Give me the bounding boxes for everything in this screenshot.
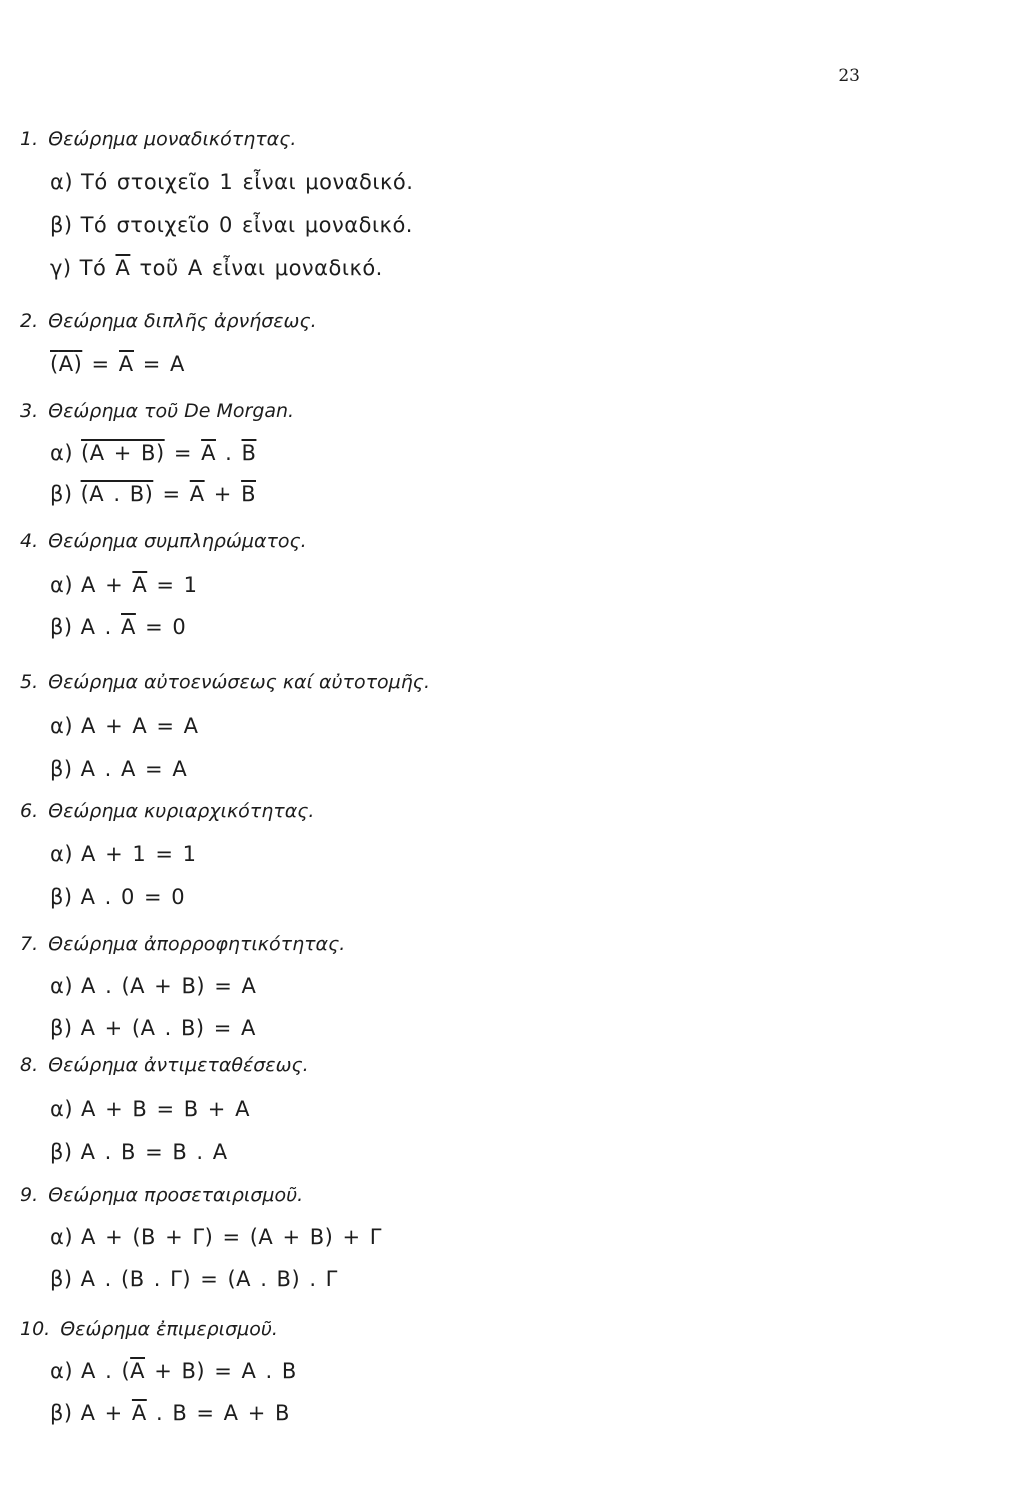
theorem-6-line-a (50, 842, 197, 866)
line-post: = 0 (135, 615, 187, 639)
line-op: + (204, 482, 242, 506)
line-label: β) (50, 1016, 73, 1040)
line-text: Τό στοιχεῖο 0 εἶναι μοναδικό. (80, 213, 413, 237)
line-pre: Α . (80, 615, 122, 639)
line-text: Α . 0 = 0 (80, 885, 186, 909)
theorem-heading: Θεώρημα συμπληρώματος. (48, 530, 307, 552)
theorem-number: 10. (20, 1318, 51, 1340)
line-mid: = (82, 352, 119, 376)
theorem-9-title (20, 1184, 303, 1206)
line-post: = Α (133, 352, 185, 376)
overlined-group: (Α) (50, 352, 83, 376)
theorem-7-line-a (50, 974, 256, 998)
overlined-symbol: $\overline{A}$ (115, 256, 131, 280)
theorem-number: 5. (20, 671, 39, 693)
line-post: = 1 (147, 573, 198, 597)
line-op: . (215, 441, 242, 465)
theorem-number: 1. (20, 128, 39, 150)
line-text: Α . Β = Β . Α (80, 1140, 228, 1164)
theorem-10-title (20, 1318, 278, 1340)
line-label: α) (50, 842, 74, 866)
overlined-symbol: $\overline{B}$ (241, 441, 257, 465)
theorem-7-line-b (50, 1016, 256, 1040)
theorem-4-line-a (50, 573, 198, 597)
theorem-6-line-b (50, 885, 185, 909)
line-text: Α . (Α + Β) = Α (81, 974, 257, 998)
theorem-heading: Θεώρημα διπλῆς ἀρνήσεως. (48, 310, 317, 332)
theorem-heading: Θεώρημα αὐτοενώσεως καί αὐτοτομῆς. (48, 671, 430, 693)
line-label: α) (50, 573, 74, 597)
theorem-9-line-a (50, 1225, 382, 1249)
line-label: β) (50, 1267, 73, 1291)
line-label: α) (50, 170, 74, 194)
overlined-symbol: $\overline{A}$ (189, 482, 205, 506)
theorem-number: 4. (20, 530, 39, 552)
theorem-4-line-b (50, 615, 186, 639)
line-label: γ) (50, 256, 72, 280)
theorem-heading: Θεώρημα ἀντιμεταθέσεως. (48, 1054, 309, 1076)
overlined-symbol: $\overline{A}$ (201, 441, 216, 465)
theorem-3-line-a (50, 441, 256, 465)
theorem-6-title (20, 800, 314, 822)
line-label: β) (50, 885, 73, 909)
line-text: Α + Α = Α (81, 714, 199, 738)
theorem-1-title (20, 128, 296, 150)
line-text: Α + (Α . Β) = Α (80, 1016, 256, 1040)
line-pre: Α + (81, 573, 133, 597)
line-text: Α . (Β . Γ) = (Α . Β) . Γ (80, 1267, 338, 1291)
theorem-number: 9. (20, 1184, 39, 1206)
double-overlined-symbol: Α (118, 352, 134, 376)
theorem-number: 8. (20, 1054, 39, 1076)
line-label: β) (50, 213, 73, 237)
line-pre: Τό (79, 256, 116, 280)
theorem-number: 7. (20, 933, 39, 955)
theorem-2-line (50, 350, 185, 376)
overlined-expression: (Α . Β) (80, 482, 154, 506)
theorem-8-line-b (50, 1140, 228, 1164)
line-label: α) (50, 1225, 74, 1249)
line-post: + Β) = Α . Β (145, 1359, 297, 1383)
theorem-4-title (20, 530, 307, 552)
overlined-symbol: $\overline{B}$ (241, 482, 256, 506)
theorem-number: 2. (20, 310, 39, 332)
theorem-2-title (20, 310, 317, 332)
overlined-expression: (Α + Β) (81, 441, 165, 465)
line-text: Α . Α = Α (80, 757, 188, 781)
theorem-heading: Θεώρημα ἀπορροφητικότητας. (48, 933, 346, 955)
page-number: 23 (838, 66, 860, 86)
line-post: τοῦ Α εἶναι μοναδικό. (130, 256, 383, 280)
theorem-number: 6. (20, 800, 39, 822)
theorem-heading: Θεώρημα τοῦ De Morgan. (48, 400, 295, 422)
line-label: α) (50, 974, 74, 998)
line-pre: Α + (80, 1401, 132, 1425)
line-text: Α + (Β + Γ) = (Α + Β) + Γ (81, 1225, 382, 1249)
theorem-5-title (20, 671, 430, 693)
overlined-symbol: $\overline{A}$ (131, 1401, 147, 1425)
theorem-5-line-a (50, 714, 199, 738)
line-mid: = (153, 482, 190, 506)
theorem-1-line-a (50, 170, 413, 194)
line-text: Α + Β = Β + Α (81, 1097, 250, 1121)
line-label: β) (50, 482, 73, 506)
line-post: . Β = Α + Β (146, 1401, 290, 1425)
theorem-3-line-b (50, 482, 256, 506)
line-label: α) (50, 1097, 74, 1121)
line-label: α) (50, 714, 74, 738)
theorem-8-line-a (50, 1097, 250, 1121)
line-pre: Α . ( (81, 1359, 131, 1383)
theorem-1-line-b (50, 213, 413, 237)
line-label: β) (50, 615, 73, 639)
theorem-number: 3. (20, 400, 39, 422)
overlined-symbol: $\overline{A}$ (132, 573, 148, 597)
line-label: β) (50, 1401, 73, 1425)
theorem-10-line-b (50, 1401, 290, 1425)
line-label: β) (50, 757, 73, 781)
line-mid: = (164, 441, 202, 465)
theorem-heading: Θεώρημα μοναδικότητας. (48, 128, 297, 150)
theorem-1-line-c (50, 256, 383, 280)
line-text: Τό στοιχεῖο 1 εἶναι μοναδικό. (81, 170, 414, 194)
line-label: β) (50, 1140, 73, 1164)
theorem-heading: Θεώρημα προσεταιρισμοῦ. (48, 1184, 304, 1206)
line-text: Α + 1 = 1 (81, 842, 197, 866)
theorem-heading: Θεώρημα ἐπιμερισμοῦ. (60, 1318, 278, 1340)
theorem-8-title (20, 1054, 309, 1076)
theorem-3-title (20, 400, 294, 422)
theorem-7-title (20, 933, 345, 955)
theorem-heading: Θεώρημα κυριαρχικότητας. (48, 800, 315, 822)
overlined-symbol: $\overline{A}$ (121, 615, 136, 639)
line-label: α) (50, 441, 74, 465)
theorem-10-line-a (50, 1359, 297, 1383)
overlined-symbol: Α (58, 352, 74, 376)
theorem-5-line-b (50, 757, 187, 781)
line-label: α) (50, 1359, 74, 1383)
overlined-symbol: $\overline{A}$ (130, 1359, 146, 1383)
theorem-9-line-b (50, 1267, 338, 1291)
